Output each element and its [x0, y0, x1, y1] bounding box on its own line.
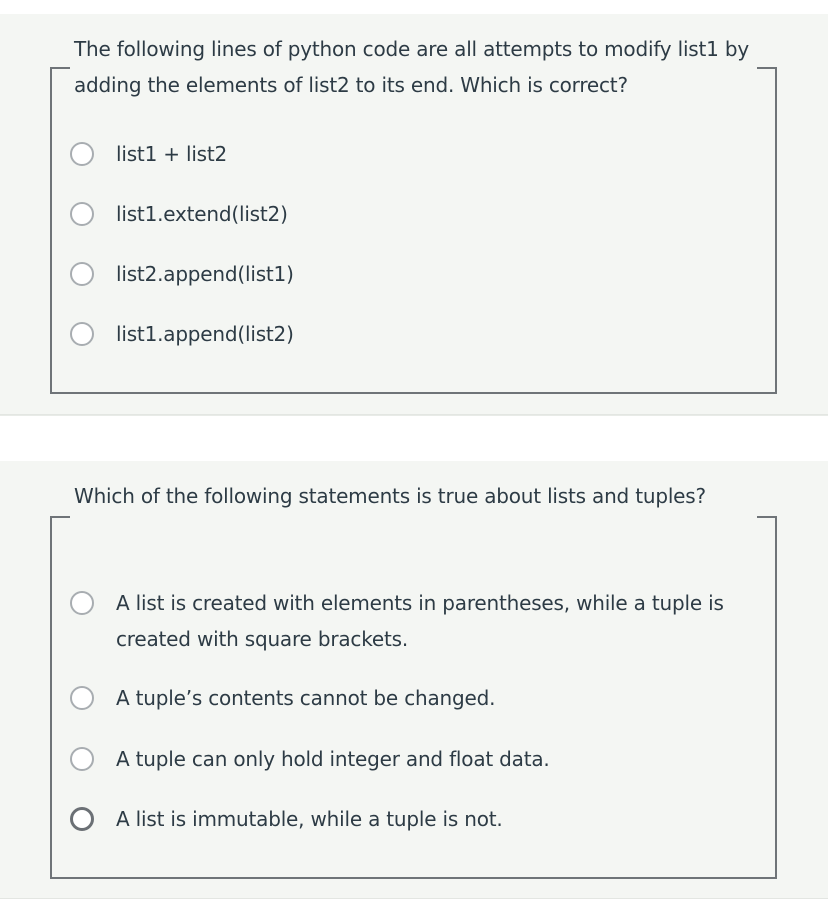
- frame-line: [757, 516, 777, 518]
- answer-option[interactable]: [70, 256, 756, 292]
- frame-line: [50, 516, 70, 518]
- radio-button[interactable]: [70, 686, 94, 710]
- question-2-fieldset: [50, 484, 777, 879]
- answer-option[interactable]: [70, 801, 756, 837]
- frame-line: [50, 67, 52, 394]
- answer-label[interactable]: list2.append(list1): [116, 262, 294, 286]
- radio-button[interactable]: [70, 807, 94, 831]
- answer-option[interactable]: [70, 680, 756, 716]
- answer-label[interactable]: A tuple’s contents cannot be changed.: [116, 686, 496, 710]
- frame-line: [50, 516, 52, 879]
- frame-line: [775, 67, 777, 394]
- answer-option[interactable]: [70, 136, 756, 172]
- answer-label[interactable]: list1.append(list2): [116, 322, 294, 346]
- frame-line: [50, 877, 777, 879]
- answer-label[interactable]: list1 + list2: [116, 142, 228, 166]
- radio-button[interactable]: [70, 322, 94, 346]
- frame-line: [775, 516, 777, 879]
- radio-button[interactable]: [70, 262, 94, 286]
- answer-label[interactable]: list1.extend(list2): [116, 202, 288, 226]
- radio-button[interactable]: [70, 142, 94, 166]
- question-1-fieldset: [50, 37, 777, 394]
- question-1-prompt: The following lines of python code are all attempts to modify list1 by adding the elements of list2 to its end. Which is correct?: [74, 37, 749, 97]
- answer-label[interactable]: A tuple can only hold integer and float data.: [116, 747, 550, 771]
- question-card-2: [0, 461, 828, 899]
- answer-option[interactable]: [70, 585, 756, 657]
- frame-line: [50, 67, 70, 69]
- question-card-1: [0, 14, 828, 415]
- answer-option[interactable]: [70, 741, 756, 777]
- radio-button[interactable]: [70, 591, 94, 615]
- answer-option[interactable]: [70, 316, 756, 352]
- frame-line: [50, 392, 777, 394]
- radio-button[interactable]: [70, 202, 94, 226]
- answer-option[interactable]: [70, 196, 756, 232]
- radio-button[interactable]: [70, 747, 94, 771]
- frame-line: [757, 67, 777, 69]
- answer-label[interactable]: A list is created with elements in parentheses, while a tuple is created with square brackets.: [116, 591, 724, 651]
- question-2-prompt: Which of the following statements is true about lists and tuples?: [74, 484, 706, 508]
- answer-label[interactable]: A list is immutable, while a tuple is not.: [116, 807, 503, 831]
